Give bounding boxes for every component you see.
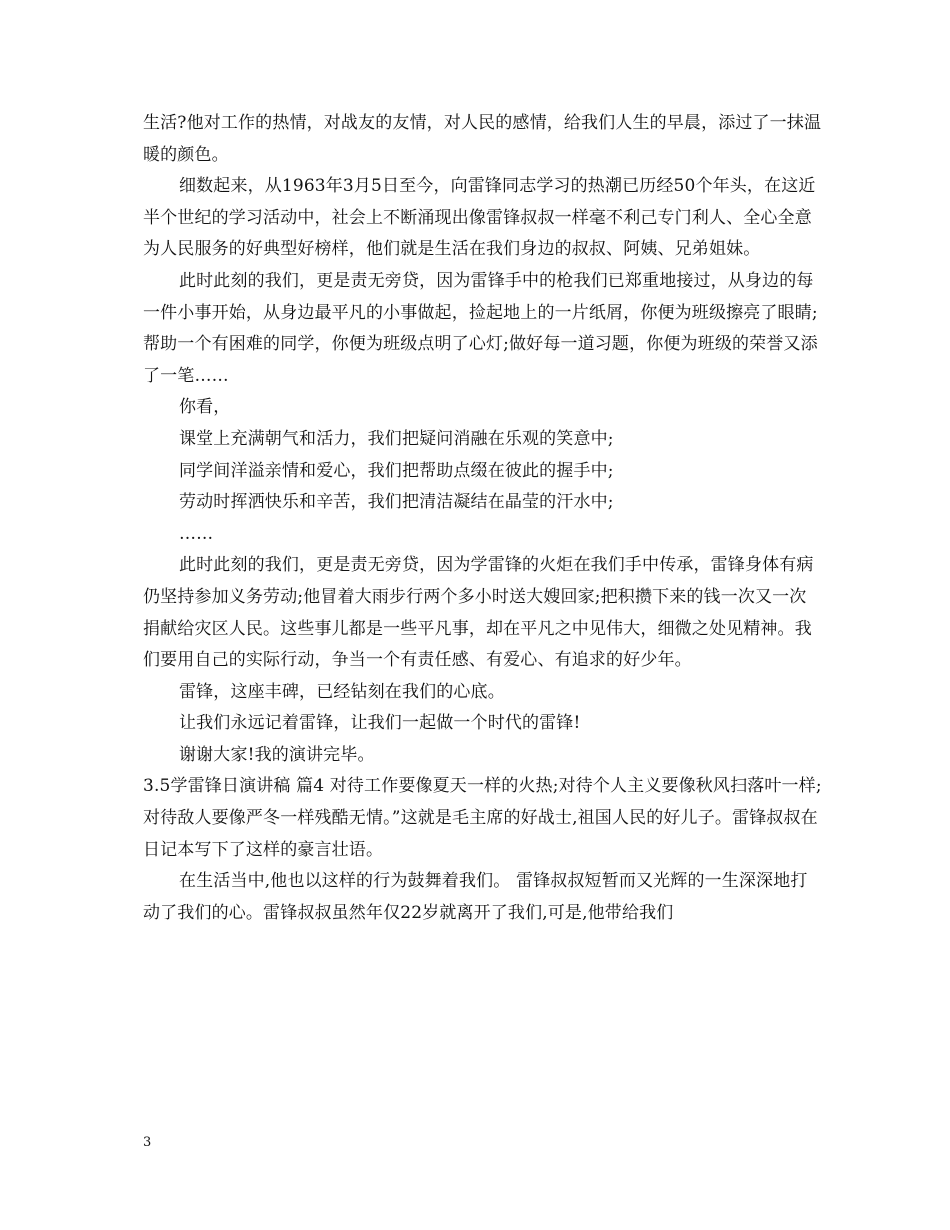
ellipsis-line: …… xyxy=(179,523,214,544)
paragraph-2: 细数起来，从1963年3月5日至今，向雷锋同志学习的热潮已历经50个年头，在这近半个世纪的学习活动中，社会上不断涌现出像雷锋叔叔一样毫不利己专门利人、全心全意为人民服务的好典型好榜样，他们就是生活在我们身边的叔叔、阿姨、兄弟姐妹。 xyxy=(143,176,816,260)
paragraph-4: 你看， xyxy=(179,397,231,418)
paragraph-6: 同学间洋溢亲情和爱心，我们把帮助点缀在彼此的握手中; xyxy=(179,460,614,481)
paragraph-12: 谢谢大家!我的演讲完毕。 xyxy=(179,744,375,765)
paragraph-14: 在生活当中,他也以这样的行为鼓舞着我们。 雷锋叔叔短暂而又光辉的一生深深地打动了我们的心。雷锋叔叔虽然年仅22岁就离开了我们,可是,他带给我们 xyxy=(143,871,808,923)
paragraph-9: 此时此刻的我们，更是责无旁贷，因为学雷锋的火炬在我们手中传承，雷锋身体有病仍坚持参加义务劳动;他冒着大雨步行两个多小时送大嫂回家;把积攒下来的钱一次又一次捐献给灾区人民。这些事儿都是一些平凡事，却在平凡之中见伟大，细微之处见精神。我们要用自己的实际行动，争当一个有责任感、有爱心、有追求的好少年。 xyxy=(143,555,814,671)
page-number: 3 xyxy=(143,1135,152,1150)
paragraph-1: 生活?他对工作的热情，对战友的友情，对人民的感情，给我们人生的早晨，添过了一抹温暖的颜色。 xyxy=(143,113,822,165)
paragraph-7: 劳动时挥洒快乐和辛苦，我们把清洁凝结在晶莹的汗水中; xyxy=(179,492,614,513)
paragraph-5: 课堂上充满朝气和活力，我们把疑问消融在乐观的笑意中; xyxy=(179,428,614,449)
paragraph-10: 雷锋，这座丰碑，已经钻刻在我们的心底。 xyxy=(179,681,505,702)
paragraph-11: 让我们永远记着雷锋，让我们一起做一个时代的雷锋! xyxy=(179,713,581,734)
paragraph-3: 此时此刻的我们，更是责无旁贷，因为雷锋手中的枪我们已郑重地接过，从身边的每一件小事开始，从身边最平凡的小事做起，捡起地上的一片纸屑，你便为班级擦亮了眼睛;帮助一个有困难的同学，你便为班级点明了心灯;做好每一道习题，你便为班级的荣誉又添了一笔…… xyxy=(143,270,818,386)
section-heading-paragraph: 3.5学雷锋日演讲稿 篇4 对待工作要像夏天一样的火热;对待个人主义要像秋风扫落叶一样;对待敌人要像严冬一样残酷无情。”这就是毛主席的好战士,祖国人民的好儿子。雷锋叔叔在日记本写下了这样的豪言壮语。 xyxy=(143,776,822,860)
body-text xyxy=(143,108,823,929)
